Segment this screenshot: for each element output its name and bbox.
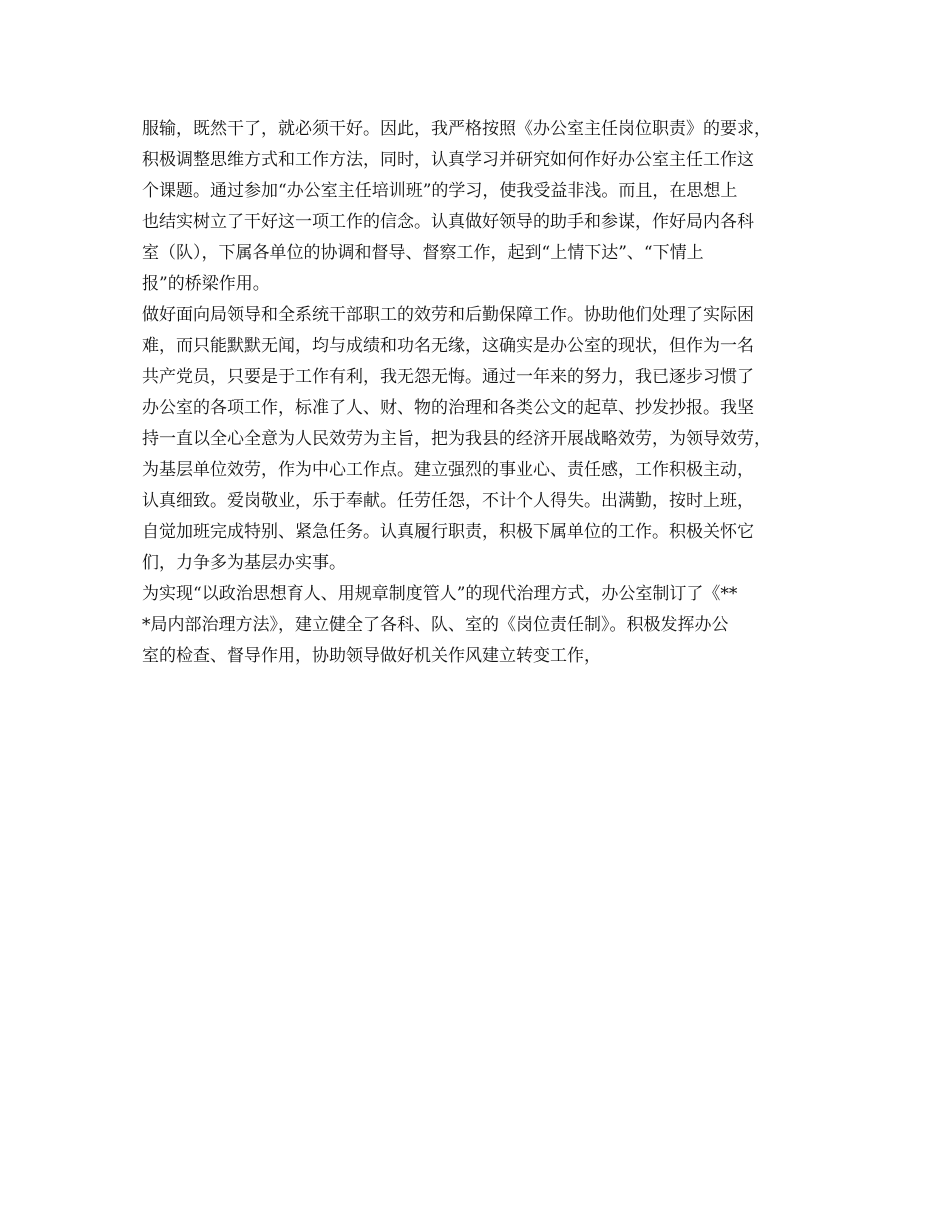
text-line: 共产党员，只要是于工作有利，我无怨无悔。通过一年来的努力，我已逐步习惯了: [142, 367, 754, 387]
text-line: 自觉加班完成特别、紧急任务。认真履行职责，积极下属单位的工作。积极关怀它: [142, 522, 754, 542]
text-line: 报”的桥梁作用。: [142, 274, 270, 294]
text-line: 室的检查、督导作用，协助领导做好机关作风建立转变工作，: [142, 646, 601, 666]
text-line: *局内部治理方法》，建立健全了各科、队、室的《岗位责任制》。积极发挥办公: [142, 615, 729, 635]
text-line: 办公室的各项工作，标准了人、财、物的治理和各类公文的起草、抄发抄报。我坚: [142, 398, 754, 418]
text-line: 也结实树立了干好这一项工作的信念。认真做好领导的助手和参谋，作好局内各科: [142, 212, 754, 232]
paragraph-1: [142, 114, 822, 300]
text-line: 个课题。通过参加“办公室主任培训班”的学习，使我受益非浅。而且，在思想上: [142, 181, 738, 201]
text-line: 积极调整思维方式和工作方法，同时，认真学习并研究如何作好办公室主任工作这: [142, 150, 754, 170]
text-line: 为基层单位效劳，作为中心工作点。建立强烈的事业心、责任感，工作积极主动，: [142, 460, 754, 480]
text-line: 做好面向局领导和全系统干部职工的效劳和后勤保障工作。协助他们处理了实际困: [142, 305, 754, 325]
text-line: 认真细致。爱岗敬业，乐于奉献。任劳任怨，不计个人得失。出满勤，按时上班，: [142, 491, 754, 511]
text-line: 服输，既然干了，就必须干好。因此，我严格按照《办公室主任岗位职责》的要求，: [142, 119, 771, 139]
paragraph-3: [142, 579, 822, 672]
document-body: [142, 114, 822, 672]
paragraph-2: [142, 300, 822, 579]
text-line: 为实现“以政治思想育人、用规章制度管人”的现代治理方式，办公室制订了《**: [142, 584, 738, 604]
text-line: 室（队），下属各单位的协调和督导、督察工作，起到“上情下达”、“下情上: [142, 243, 704, 263]
text-line: 持一直以全心全意为人民效劳为主旨，把为我县的经济开展战略效劳，为领导效劳，: [142, 429, 771, 449]
text-line: 们，力争多为基层办实事。: [142, 553, 346, 573]
text-line: 难，而只能默默无闻，均与成绩和功名无缘，这确实是办公室的现状，但作为一名: [142, 336, 754, 356]
